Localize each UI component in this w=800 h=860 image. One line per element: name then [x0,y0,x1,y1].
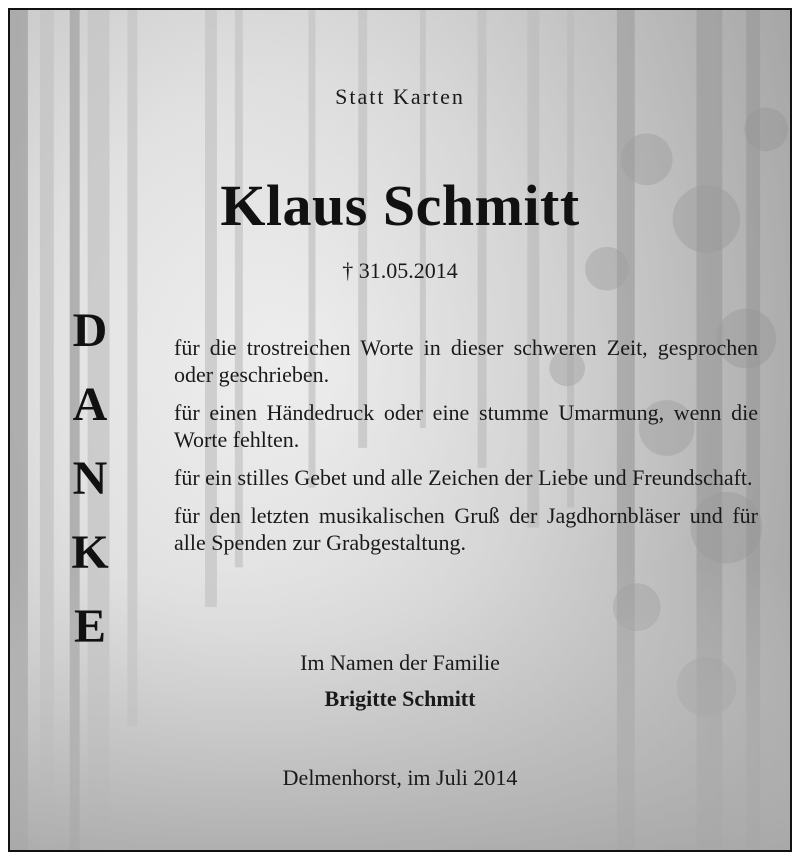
thanks-text-block [174,334,758,567]
danke-letter: N [72,452,108,505]
obituary-card [8,8,792,852]
danke-letter: A [72,378,108,431]
thanks-paragraph: für die trostreichen Worte in dieser schweren Zeit, gesprochen oder geschrieben. [174,335,758,387]
signer-name: Brigitte Schmitt [324,686,476,711]
danke-letter: D [72,304,108,357]
death-date: † 31.05.2014 [342,258,458,283]
place-and-date: Delmenhorst, im Juli 2014 [282,765,518,790]
deceased-name: Klaus Schmitt [220,173,580,238]
danke-vertical-word [58,298,122,668]
intro-text: Statt Karten [335,84,465,109]
danke-letter: K [71,526,109,579]
thanks-paragraph: für ein stilles Gebet und alle Zeichen der Liebe und Freundschaft. [174,465,753,490]
danke-letter: E [73,600,106,653]
thanks-paragraph: für einen Händedruck oder eine stumme Umarmung, wenn die Worte fehlten. [174,400,758,452]
signoff-text: Im Namen der Familie [300,650,500,675]
thanks-paragraph: für den letzten musikalischen Gruß der Jagdhornbläser und für alle Spenden zur Grabgestaltung. [174,503,758,555]
